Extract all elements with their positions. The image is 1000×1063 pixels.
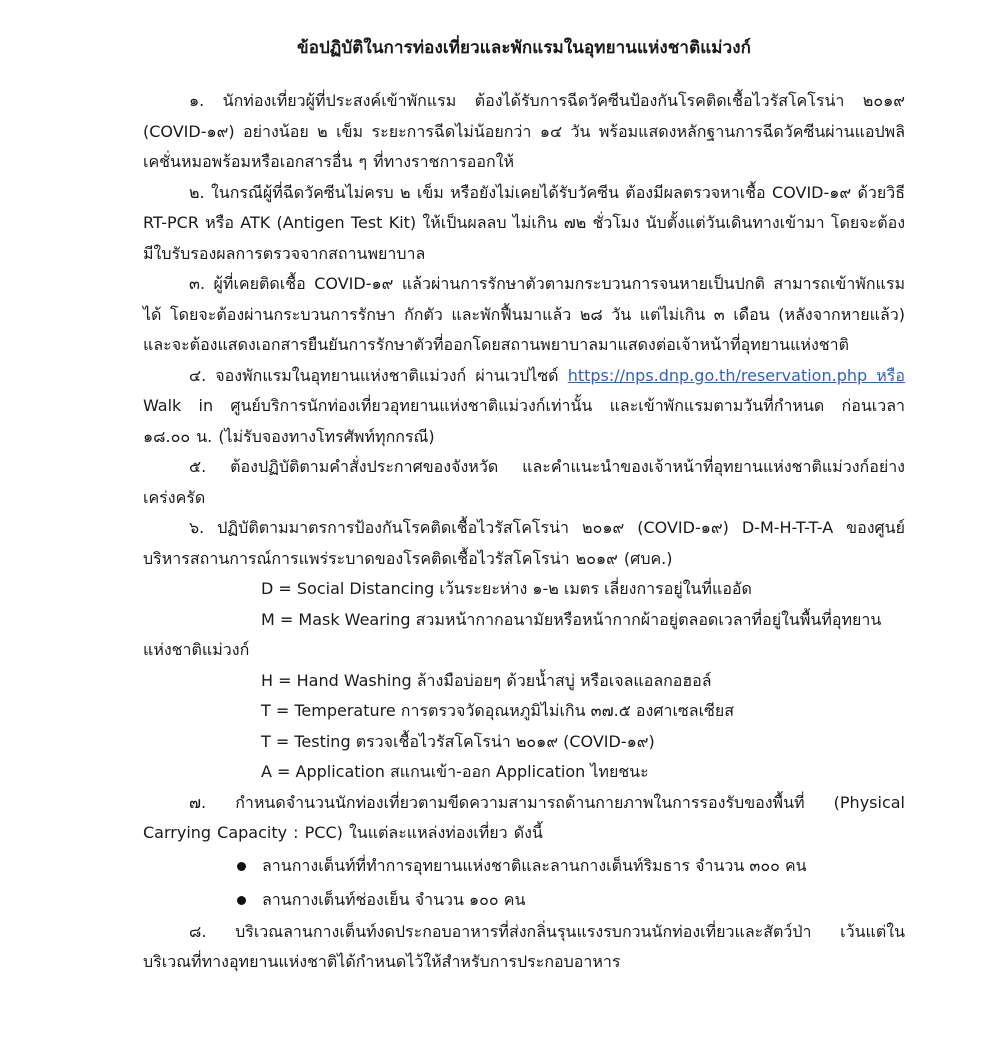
measure-t-testing: T = Testing ตรวจเชื้อไวรัสโคโรน่า ๒๐๑๙ (COVID-๑๙) (261, 731, 655, 751)
rule-4 (143, 361, 905, 453)
bullet-icon (237, 896, 246, 905)
measure-a: A = Application สแกนเข้า-ออก Application ไทยชนะ (261, 762, 649, 781)
list-item-text: ลานกางเต็นท์ช่องเย็น จำนวน ๑๐๐ คน (262, 889, 526, 909)
rule-3: ๓. ผู้ที่เคยติดเชื้อ COVID-๑๙ แล้วผ่านการรักษาตัวตามกระบวนการจนหายเป็นปกติ สามารถเข้าพักแรมได้ โดยจะต้องผ่านกระบวนการรักษา กักตัว และพักฟื้นมาแล้ว ๒๘ วัน แต่ไม่เกิน ๓ เดือน (หลังจากหายแล้ว) และจะต้องแสดงเอกสารยืนยันการรักษาตัวที่ออกโดยสถานพยาบาลมาแสดงต่อเจ้าหน้าที่อุทยานแห่งชาติ (143, 274, 905, 354)
bullet-icon (237, 862, 246, 871)
document-page (143, 28, 905, 978)
rule-4-text-before: ๔. จองพักแรมในอุทยานแห่งชาติแม่วงก์ ผ่านเวปไซด์ (189, 365, 568, 385)
measure-d: D = Social Distancing เว้นระยะห่าง ๑-๒ เมตร เลี่ยงการอยู่ในที่แออัด (261, 579, 752, 598)
rule-6: ๖. ปฏิบัติตามมาตรการป้องกันโรคติดเชื้อไวรัสโคโรน่า ๒๐๑๙ (COVID-๑๙) D-M-H-T-T-A ของศูนย์บริหารสถานการณ์การแพร่ระบาดของโรคติดเชื้อไวรัสโคโรน่า ๒๐๑๙ (ศบค.) (143, 518, 905, 568)
rule-5: ๕. ต้องปฏิบัติตามคำสั่งประกาศของจังหวัด และคำแนะนำของเจ้าหน้าที่อุทยานแห่งชาติแม่วงก์อย่างเคร่งครัด (143, 457, 905, 507)
rule-7: ๗. กำหนดจำนวนนักท่องเที่ยวตามขีดความสามารถด้านกายภาพในการรองรับของพื้นที่ (Physical Carrying Capacity : PCC) ในแต่ละแหล่งท่องเที่ยว ดังนี้ (143, 792, 905, 842)
list-item-text: ลานกางเต็นท์ที่ทำการอุทยานแห่งชาติและลานกางเต็นท์ริมธาร จำนวน ๓๐๐ คน (262, 855, 807, 875)
list-item (143, 883, 905, 917)
reservation-link[interactable]: https://nps.dnp.go.th/reservation.php หรือ (567, 365, 906, 385)
measure-t-temperature: T = Temperature การตรวจวัดอุณหภูมิไม่เกิน ๓๗.๕ องศาเซลเซียส (261, 701, 735, 720)
rule-8: ๘. บริเวณลานกางเต็นท์งดประกอบอาหารที่ส่งกลิ่นรุนแรงรบกวนนักท่องเที่ยวและสัตว์ป่า เว้นแต่ในบริเวณที่ทางอุทยานแห่งชาติได้กำหนดไว้ให้สำหรับการประกอบอาหาร (143, 921, 905, 971)
page-title: ข้อปฏิบัติในการท่องเที่ยวและพักแรมในอุทยานแห่งชาติแม่วงก์ (296, 38, 752, 58)
list-item (143, 849, 905, 883)
measure-h: H = Hand Washing ล้างมือบ่อยๆ ด้วยน้ำสบู่ หรือเจลแอลกอฮอล์ (261, 670, 712, 690)
rule-1: ๑. นักท่องเที่ยวผู้ที่ประสงค์เข้าพักแรม ต้องได้รับการฉีดวัคซีนป้องกันโรคติดเชื้อไวรัสโคโรน่า ๒๐๑๙ (COVID-๑๙) อย่างน้อย ๒ เข็ม ระยะการฉีดไม่น้อยกว่า ๑๔ วัน พร้อมแสดงหลักฐานการฉีดวัคซีนผ่านแอปพลิเคชั่นหมอพร้อมหรือเอกสารอื่น ๆ ที่ทางราชการออกให้ (143, 91, 905, 171)
rule-2: ๒. ในกรณีผู้ที่ฉีดวัคซีนไม่ครบ ๒ เข็ม หรือยังไม่เคยได้รับวัคซีน ต้องมีผลตรวจหาเชื้อ COVID-๑๙ ด้วยวิธี RT-PCR หรือ ATK (Antigen Test Kit) ให้เป็นผลลบ ไม่เกิน ๗๒ ชั่วโมง นับตั้งแต่วันเดินทางเข้ามา โดยจะต้องมีใบรับรองผลการตรวจจากสถานพยาบาล (143, 182, 905, 263)
rule-4-text-after: Walk in ศูนย์บริการนักท่องเที่ยวอุทยานแห่งชาติแม่วงก์เท่านั้น และเข้าพักแรมตามวันที่กำหนด ก่อนเวลา ๑๘.๐๐ น. (ไม่รับจองทางโทรศัพท์ทุกกรณี) (143, 396, 905, 446)
measure-m: M = Mask Wearing สวมหน้ากากอนามัยหรือหน้ากากผ้าอยู่ตลอดเวลาที่อยู่ในพื้นที่อุทยานแห่งชาติแม่วงก์ (143, 609, 882, 659)
